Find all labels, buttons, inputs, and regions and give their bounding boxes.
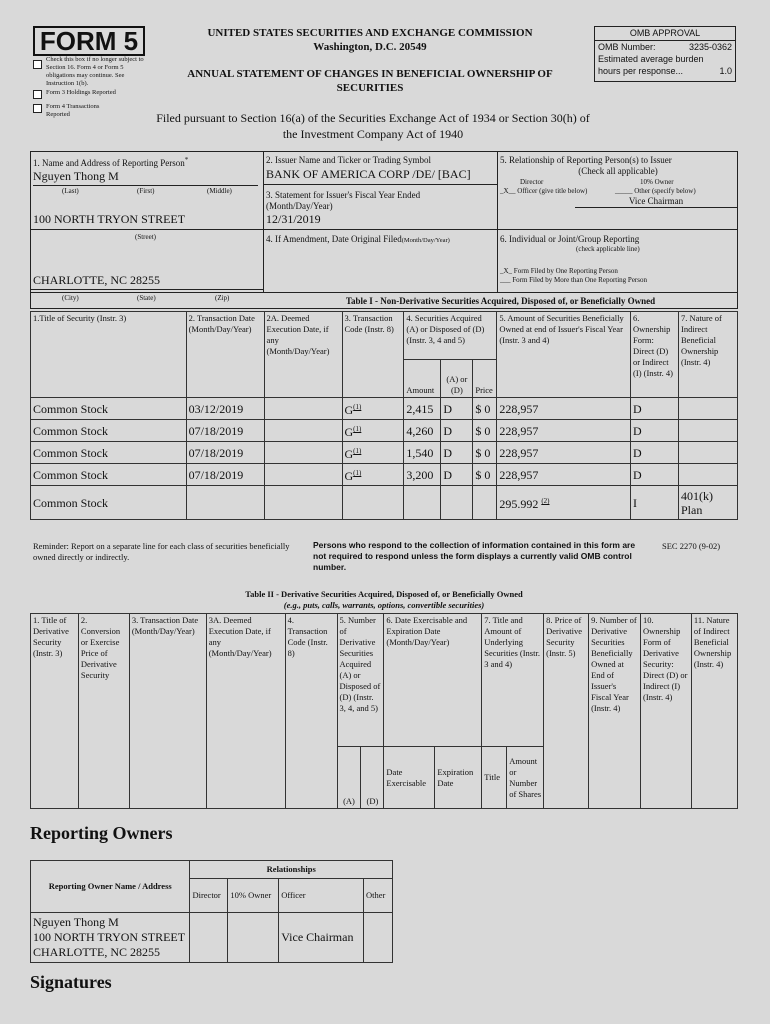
- t1-code-value: G: [344, 469, 354, 483]
- table2-subtitle: (e.g., puts, calls, warrants, options, convertible securities): [283, 600, 485, 610]
- omb-burden: Estimated average burden: [598, 54, 704, 64]
- t1-amount-cell-value: 1,540: [406, 445, 434, 460]
- t2-h7: 7. Title and Amount of Underlying Securities (Instr. 3 and 4): [482, 614, 544, 747]
- t1-title: [31, 420, 187, 442]
- t1-price-cell: [473, 420, 497, 442]
- t1-form-value: D: [633, 445, 642, 460]
- t1-h2a: 2A. Deemed Execution Date, if any (Month/Day/Year): [264, 312, 342, 398]
- t1-ad: [441, 420, 473, 442]
- t1-title: [31, 486, 187, 520]
- agency-header: [150, 26, 590, 54]
- t1-amount-cell-value: 2,415: [406, 401, 434, 416]
- t1-owned-value: 228,957: [499, 445, 539, 460]
- t1-title-value: Common Stock: [33, 467, 109, 482]
- t1-owned-value: 295.992: [499, 497, 539, 511]
- t1-ad-value: D: [443, 467, 453, 482]
- reminder-text: Reminder: Report on a separate line for each class of securities beneficially owned directly or indirectly.: [33, 541, 290, 562]
- t1-owned-value: 228,957: [499, 467, 539, 482]
- footnote-link[interactable]: (2): [541, 497, 550, 505]
- table1-title: Table I - Non-Derivative Securities Acquired, Disposed of, or Beneficially Owned: [345, 296, 656, 306]
- holdings-reported-text: Form 3 Holdings Reported: [46, 89, 116, 96]
- owner-other: [363, 913, 392, 963]
- t1-form-value: I: [633, 495, 638, 510]
- t1-price-cell: [473, 398, 497, 420]
- t2-h9: 9. Number of Derivative Securities Beneficially Owned at End of Issuer's Fiscal Year (Instr. 4): [589, 614, 641, 809]
- t1-amount-cell-value: 3,200: [406, 467, 434, 482]
- t2-h4: 4. Transaction Code (Instr. 8): [285, 614, 337, 809]
- t2-exp: Expiration Date: [435, 747, 482, 809]
- t1-price-cell: [473, 464, 497, 486]
- first-label: (First): [137, 187, 155, 195]
- t1-price: Price: [473, 360, 497, 398]
- t1-amount: Amount: [404, 360, 441, 398]
- t1-ad-value: D: [443, 401, 453, 416]
- t1-ad: [441, 398, 473, 420]
- t2-d: (D): [361, 747, 384, 809]
- t1-date: [186, 464, 264, 486]
- t1-code: [342, 464, 404, 486]
- statement-title: ANNUAL STATEMENT OF CHANGES IN BENEFICIAL OWNERSHIP OF SECURITIES: [187, 68, 553, 94]
- fiscal-year-label: 3. Statement for Issuer's Fiscal Year Ended (Month/Day/Year): [266, 190, 421, 211]
- transactions-reported-checkbox[interactable]: [33, 104, 42, 113]
- t2-h3a: 3A. Deemed Execution Date, if any (Month/Day/Year): [206, 614, 285, 809]
- reporting-person-name: Nguyen Thong M: [33, 169, 119, 183]
- holdings-reported-checkbox[interactable]: [33, 90, 42, 99]
- t1-nature: [679, 420, 738, 442]
- t2-h11: 11. Nature of Indirect Beneficial Ownership (Instr. 4): [691, 614, 737, 809]
- t1-form: [631, 442, 679, 464]
- street-label: (Street): [135, 233, 156, 241]
- t1-date: [186, 398, 264, 420]
- agency-city: Washington, D.C. 20549: [313, 41, 427, 53]
- t1-title-value: Common Stock: [33, 401, 109, 416]
- table1-row: [31, 420, 738, 442]
- t1-nature: [679, 464, 738, 486]
- t1-price-cell: [473, 442, 497, 464]
- t1-code-value: G: [344, 403, 354, 417]
- persons-notice: Persons who respond to the collection of information contained in this form are not required to respond unless the form displays a currently valid OMB control number.: [313, 540, 636, 572]
- t1-form-value: D: [633, 467, 642, 482]
- t1-ad: [441, 464, 473, 486]
- t1-ad-value: D: [443, 423, 453, 438]
- table2-title: [30, 589, 738, 611]
- t2-h1: 1. Title of Derivative Security (Instr. 3): [31, 614, 79, 809]
- t1-h6: 6. Ownership Form: Direct (D) or Indirect (I) (Instr. 4): [631, 312, 679, 398]
- reporting-owners-table: [30, 860, 393, 963]
- no-longer-subject-checkbox[interactable]: [33, 60, 42, 69]
- transactions-reported-text: Form 4 Transactions Reported: [46, 103, 100, 118]
- table1-row: [31, 486, 738, 520]
- t1-h1: 1.Title of Security (Instr. 3): [31, 312, 187, 398]
- t1-form-value: D: [633, 401, 642, 416]
- t1-title: [31, 442, 187, 464]
- zip-label: (Zip): [215, 294, 230, 302]
- reporting-owners-heading: Reporting Owners: [30, 823, 173, 843]
- omb-title: OMB APPROVAL: [595, 27, 735, 41]
- t1-form: [631, 398, 679, 420]
- t1-date: [186, 442, 264, 464]
- t1-title-value: Common Stock: [33, 423, 109, 438]
- t1-deemed: [264, 442, 342, 464]
- t1-form: [631, 464, 679, 486]
- t2-h8: 8. Price of Derivative Security (Instr. 5): [544, 614, 589, 809]
- last-label: (Last): [62, 187, 79, 195]
- t1-owned: [497, 398, 631, 420]
- t1-ad-value: D: [443, 445, 453, 460]
- relationship-sub: (Check all applicable): [578, 166, 658, 176]
- t2-title-col: Title: [482, 747, 507, 809]
- t1-date-value: 07/18/2019: [188, 467, 244, 482]
- other-option[interactable]: _____ Other (specify below): [615, 187, 696, 195]
- director-col: Director: [190, 879, 228, 913]
- owner-address: [31, 913, 190, 963]
- t1-h4: 4. Securities Acquired (A) or Disposed of (D) (Instr. 3, 4 and 5): [404, 312, 497, 360]
- t1-title-value: Common Stock: [33, 445, 109, 460]
- sec-code: SEC 2270 (9-02): [662, 541, 721, 551]
- t1-price-cell-value: $ 0: [475, 467, 491, 482]
- more-person-option[interactable]: ___ Form Filed by More than One Reporting Person: [500, 276, 647, 284]
- check-box-area: [33, 56, 148, 119]
- reporting-person-label: 1. Name and Address of Reporting Person*: [33, 156, 189, 168]
- t1-amount-cell: [404, 486, 441, 520]
- t1-title: [31, 398, 187, 420]
- owner-officer: Vice Chairman: [279, 913, 364, 963]
- joint-label: 6. Individual or Joint/Group Reporting: [500, 234, 640, 244]
- relationship-label: 5. Relationship of Reporting Person(s) to Issuer: [500, 155, 672, 165]
- t1-nature: [679, 486, 738, 520]
- filed-pursuant: Filed pursuant to Section 16(a) of the Securities Exchange Act of 1934 or Section 30(h) of the Investment Company Act of 1940: [156, 111, 590, 141]
- middle-label: (Middle): [207, 187, 232, 195]
- t1-owned: [497, 442, 631, 464]
- t1-price-cell-value: $ 0: [475, 401, 491, 416]
- table1-row: [31, 442, 738, 464]
- table2: [30, 613, 738, 809]
- t1-nature: [679, 398, 738, 420]
- t1-h5: 5. Amount of Securities Beneficially Owned at end of Issuer's Fiscal Year (Instr. 3 and 4): [497, 312, 631, 398]
- agency-name: UNITED STATES SECURITIES AND EXCHANGE COMMISSION: [207, 27, 533, 39]
- t1-nature-value: 401(k) Plan: [681, 488, 713, 517]
- t1-price-cell-value: $ 0: [475, 445, 491, 460]
- state-label: (State): [137, 294, 156, 302]
- t1-form: [631, 420, 679, 442]
- owner-option[interactable]: 10% Owner: [640, 178, 674, 186]
- t1-title-value: Common Stock: [33, 495, 109, 510]
- officer-title: Vice Chairman: [575, 196, 737, 208]
- t1-nature: [679, 442, 738, 464]
- t1-amount-cell: [404, 464, 441, 486]
- t1-ad: [441, 442, 473, 464]
- t2-date-ex: Date Exercisable: [384, 747, 435, 809]
- t1-deemed: [264, 420, 342, 442]
- t1-code: [342, 398, 404, 420]
- t1-code-value: G: [344, 425, 354, 439]
- t1-date-value: 07/18/2019: [188, 445, 244, 460]
- t1-owned: [497, 464, 631, 486]
- omb-hours: 1.0: [719, 66, 732, 76]
- t1-owned: [497, 486, 631, 520]
- t2-a: (A): [337, 747, 361, 809]
- table1-row: [31, 464, 738, 486]
- t1-h2: 2. Transaction Date (Month/Day/Year): [186, 312, 264, 398]
- omb-number: 3235-0362: [688, 42, 732, 52]
- joint-sub: (check applicable line): [576, 245, 640, 253]
- owner-street: 100 NORTH TRYON STREET: [33, 930, 186, 944]
- director-option[interactable]: Director: [520, 178, 544, 186]
- t1-owned-value: 228,957: [499, 423, 539, 438]
- owner-name-col: Reporting Owner Name / Address: [31, 861, 190, 913]
- footnote-link[interactable]: (1): [353, 425, 362, 433]
- omb-hours-label: hours per response...: [598, 66, 684, 76]
- t1-aord: (A) or (D): [441, 360, 473, 398]
- t1-owned-value: 228,957: [499, 401, 539, 416]
- t1-code: [342, 486, 404, 520]
- table1-row: [31, 398, 738, 420]
- t1-date: [186, 486, 264, 520]
- t1-h7: 7. Nature of Indirect Beneficial Ownership (Instr. 4): [679, 312, 738, 398]
- relationships-col: Relationships: [190, 861, 393, 879]
- omb-number-label: OMB Number:: [598, 42, 656, 52]
- t1-date-value: 03/12/2019: [188, 401, 244, 416]
- t1-deemed: [264, 464, 342, 486]
- t1-amount-cell: [404, 442, 441, 464]
- city-label: (City): [62, 294, 79, 302]
- t1-owned: [497, 420, 631, 442]
- t1-title: [31, 464, 187, 486]
- footnote-link[interactable]: (1): [353, 447, 362, 455]
- owner-director: [190, 913, 228, 963]
- t2-h6: 6. Date Exercisable and Expiration Date (Month/Day/Year): [384, 614, 482, 747]
- t1-amount-cell-value: 4,260: [406, 423, 434, 438]
- t1-code: [342, 442, 404, 464]
- signatures-heading: Signatures: [30, 972, 112, 992]
- t1-price-cell: [473, 486, 497, 520]
- t2-h2: 2. Conversion or Exercise Price of Derivative Security: [78, 614, 129, 809]
- footnote-link[interactable]: (1): [353, 403, 362, 411]
- t1-date: [186, 420, 264, 442]
- one-person-option[interactable]: _X_ Form Filed by One Reporting Person: [500, 267, 618, 275]
- t1-amount-cell: [404, 420, 441, 442]
- t1-price-cell-value: $ 0: [475, 423, 491, 438]
- t1-form: [631, 486, 679, 520]
- t2-amount-col: Amount or Number of Shares: [507, 747, 544, 809]
- reporting-street: 100 NORTH TRYON STREET: [33, 212, 186, 226]
- issuer-label: 2. Issuer Name and Ticker or Trading Symbol: [266, 155, 431, 165]
- t1-deemed: [264, 486, 342, 520]
- t1-ad: [441, 486, 473, 520]
- fiscal-year-value: 12/31/2019: [266, 212, 321, 226]
- owner-name: Nguyen Thong M: [33, 915, 119, 929]
- owner-10pct: [228, 913, 279, 963]
- officer-col: Officer: [279, 879, 364, 913]
- reporting-city: CHARLOTTE, NC 28255: [33, 273, 160, 287]
- t1-form-value: D: [633, 423, 642, 438]
- t1-deemed: [264, 398, 342, 420]
- issuer-name: BANK OF AMERICA CORP /DE/ [BAC]: [266, 167, 471, 181]
- t1-code-value: G: [344, 447, 354, 461]
- omb-approval-box: [594, 26, 736, 82]
- other-col: Other: [363, 879, 392, 913]
- owner-col: 10% Owner: [228, 879, 279, 913]
- t1-date-value: 07/18/2019: [188, 423, 244, 438]
- no-longer-subject-text: Check this box if no longer subject to Section 16. Form 4 or Form 5 obligations may continue. See Instruction 1(b).: [46, 56, 144, 87]
- t2-h5: 5. Number of Derivative Securities Acquired (A) or Disposed of (D) (Instr. 3, 4, and 5): [337, 614, 384, 747]
- t2-h3: 3. Transaction Date (Month/Day/Year): [129, 614, 206, 809]
- t1-code: [342, 420, 404, 442]
- owner-city: CHARLOTTE, NC 28255: [33, 945, 160, 959]
- table1: [30, 311, 738, 520]
- t2-h10: 10. Ownership Form of Derivative Security: Direct (D) or Indirect (I) (Instr. 4): [641, 614, 692, 809]
- table2-title-text: Table II - Derivative Securities Acquired, Disposed of, or Beneficially Owned: [245, 589, 523, 599]
- footnote-link[interactable]: (1): [353, 469, 362, 477]
- t1-h3: 3. Transaction Code (Instr. 8): [342, 312, 404, 398]
- amendment-label: 4. If Amendment, Date Original Filed(Month/Day/Year): [266, 234, 450, 244]
- form-title: FORM 5: [33, 26, 145, 56]
- t1-amount-cell: [404, 398, 441, 420]
- officer-option[interactable]: _X__ Officer (give title below): [500, 187, 588, 195]
